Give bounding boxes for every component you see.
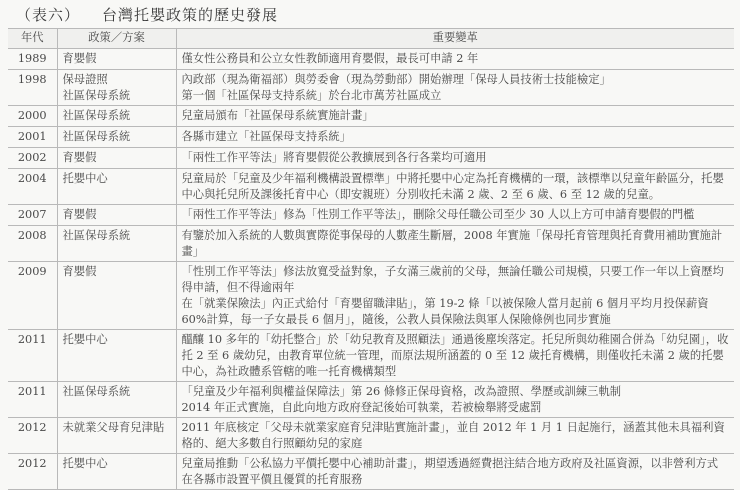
table-row [8,106,734,127]
change-text: 第一個「社區保母支持系統」於台北市萬芳社區成立 [181,89,442,102]
policy-name: 保母證照 [62,73,108,86]
changes-cell [176,382,734,418]
policy-cell [57,330,176,382]
table-header-row [8,29,734,49]
table-number: （表六） [16,6,81,24]
policy-cell [57,226,176,262]
change-text: 兒童局於「兒童及少年福利機構設置標準」中將托嬰中心定為托育機構的一環，該標準以兒童年齡區分，托嬰中心與托兒所及課後托育中心（即安親班）分別收托未滿 2 歲、2 至 6 歲、6 至 12 歲的兒童。 [181,172,724,201]
changes-cell [176,49,734,70]
change-text: 2014 年正式實施，自此向地方政府登記後始可執業，若被檢舉將受處罰 [181,401,542,414]
change-text: 僅女性公務員和公立女性教師適用育嬰假，最長可申請 2 年 [181,52,479,65]
change-text: 醞釀 10 多年的「幼托整合」於「幼兒教育及照顧法」通過後塵埃落定。托兒所與幼稚園合併為「幼兒園」，收托 2 至 6 歲幼兒，由教育單位統一管理，而原法規所涵蓋的 0 至 12 歲托育機構，則僅收托未滿 2 歲的托嬰中心，為社政體系管轄的唯一托育機構類型 [181,333,729,378]
changes-cell [176,127,734,148]
policy-cell [57,49,176,70]
table-row [8,226,734,262]
policy-cell [57,106,176,127]
change-text: 兒童局頒布「社區保母系統實施計畫」 [181,109,374,122]
policy-cell [57,127,176,148]
changes-cell [176,169,734,205]
year-cell: 1998 [8,70,57,106]
year-cell: 2009 [8,262,57,330]
year-cell: 2004 [8,169,57,205]
year-cell: 2002 [8,148,57,169]
year-cell: 2007 [8,205,57,226]
changes-cell [176,106,734,127]
policy-name: 托嬰中心 [62,333,108,346]
table-row [8,205,734,226]
policy-name: 社區保母系統 [62,89,131,102]
header-year: 年代 [8,29,57,49]
changes-cell [176,148,734,169]
changes-cell [176,205,734,226]
policy-cell [57,148,176,169]
policy-name: 托嬰中心 [62,457,108,470]
change-text: 「兩性工作平等法」修為「性別工作平等法」，刪除父母任職公司至少 30 人以上方可申請育嬰假的門檻 [181,208,695,221]
changes-cell [176,330,734,382]
change-text: 有鑒於加入系統的人數與實際從事保母的人數產生斷層，2008 年實施「保母托育管理與托育費用補助實施計畫」 [181,229,723,258]
table-row [8,148,734,169]
table-row [8,418,734,454]
policy-name: 社區保母系統 [62,130,131,143]
year-cell: 1989 [8,49,57,70]
change-text: 「兩性工作平等法」將育嬰假從公教擴展到各行各業均可適用 [181,151,487,164]
changes-cell [176,418,734,454]
table-row [8,330,734,382]
policy-history-table [8,28,734,490]
policy-cell [57,70,176,106]
policy-name: 社區保母系統 [62,385,131,398]
table-row [8,382,734,418]
policy-name: 育嬰假 [62,52,97,65]
policy-cell [57,262,176,330]
change-text: 兒童局推動「公私協力平價托嬰中心補助計畫」，期望透過經費挹注結合地方政府及社區資源，以非營利方式在各縣市設置平價且優質的托育服務 [181,457,719,486]
policy-cell [57,418,176,454]
table-row [8,70,734,106]
table-title: 台灣托嬰政策的歷史發展 [102,6,279,24]
change-text: 「兒童及少年福利與權益保障法」第 26 條修正保母資格，改為證照、學歷或訓練三軌制 [181,385,622,398]
policy-cell [57,454,176,490]
policy-name: 社區保母系統 [62,109,131,122]
table-row [8,454,734,490]
policy-cell [57,382,176,418]
policy-name: 社區保母系統 [62,229,131,242]
year-cell: 2001 [8,127,57,148]
changes-cell [176,70,734,106]
change-text: 內政部（現為衛福部）與勞委會（現為勞動部）開始辦理「保母人員技術士技能檢定」 [181,73,611,86]
year-cell: 2012 [8,418,57,454]
year-cell: 2011 [8,330,57,382]
table-row [8,262,734,330]
policy-cell [57,169,176,205]
changes-cell [176,454,734,490]
table-row [8,49,734,70]
change-text: 「性別工作平等法」修法放寬受益對象，子女滿三歲前的父母，無論任職公司規模，只要工作一年以上資歷均得申請，但不得逾兩年 [181,265,724,294]
table-caption [16,4,278,25]
header-policy: 政策／方案 [57,29,176,49]
policy-name: 育嬰假 [62,208,97,221]
year-cell: 2008 [8,226,57,262]
change-text: 各縣市建立「社區保母支持系統」 [181,130,351,143]
policy-name: 托嬰中心 [62,172,108,185]
changes-cell [176,262,734,330]
header-changes: 重要變革 [176,29,734,49]
policy-name: 育嬰假 [62,151,97,164]
change-text: 在「就業保險法」內正式給付「育嬰留職津貼」，第 19-2 條「以被保險人當月起前 6 個月平均月投保薪資 60%計算，每一子女最長 6 個月」，隨後，公教人員保險法與軍人保險條例也同步實施 [181,297,709,326]
year-cell: 2012 [8,454,57,490]
policy-name: 未就業父母育兒津貼 [62,421,165,434]
changes-cell [176,226,734,262]
policy-name: 育嬰假 [62,265,97,278]
change-text: 2011 年底核定「父母未就業家庭育兒津貼實施計畫」，並自 2012 年 1 月 1 日起施行，涵蓋其他未具福利資格的、絕大多數自行照顧幼兒的家庭 [181,421,725,450]
policy-cell [57,205,176,226]
table-row [8,169,734,205]
year-cell: 2011 [8,382,57,418]
year-cell: 2000 [8,106,57,127]
table-row [8,127,734,148]
